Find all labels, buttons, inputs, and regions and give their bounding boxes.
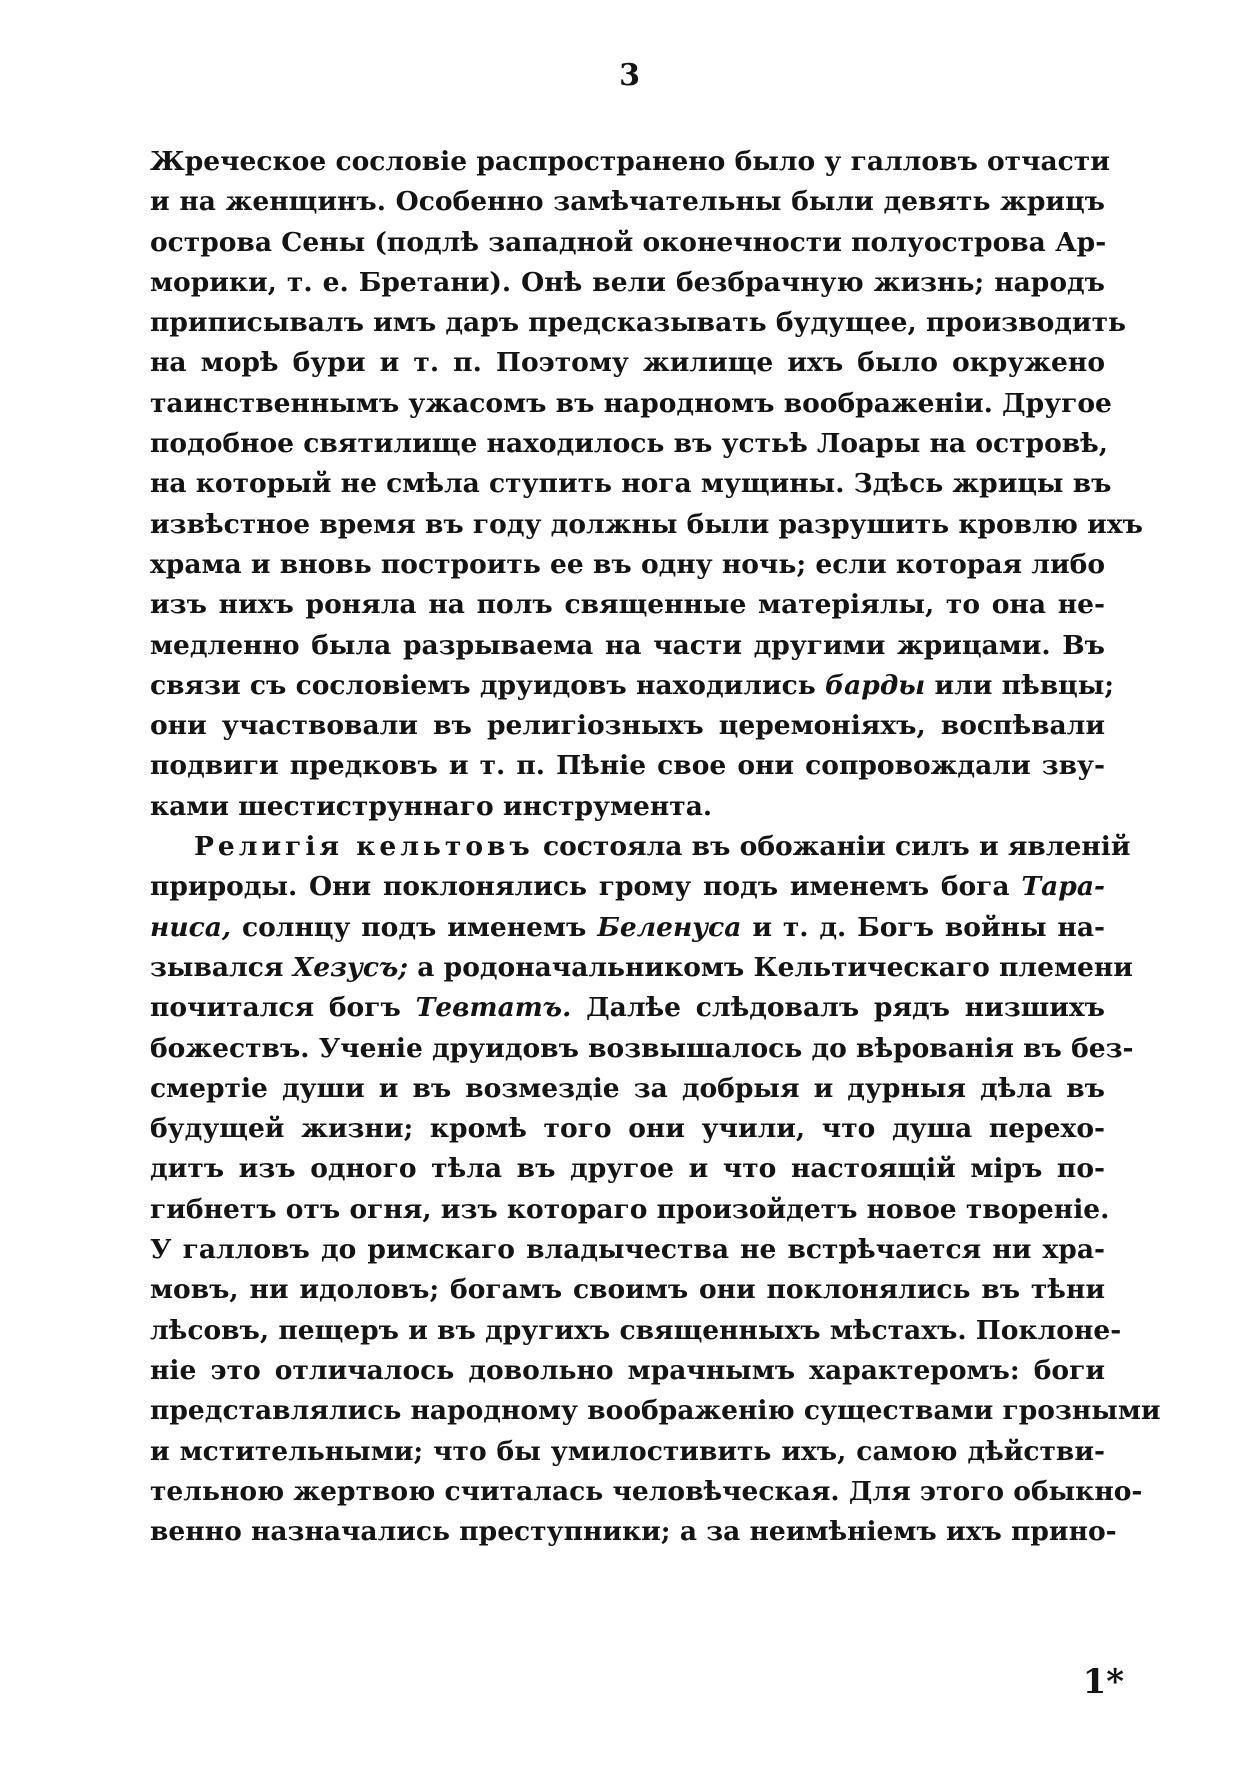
text-line bbox=[150, 585, 1105, 625]
text-segment: на морѣ бури и т. п. Поэтому жилище ихъ было окружено bbox=[150, 347, 1105, 379]
text-line bbox=[150, 223, 1105, 263]
text-segment: представлялись народному воображенію существами грозными bbox=[150, 1395, 1161, 1427]
text-segment: связи съ сословіемъ друидовъ находились bbox=[150, 669, 825, 701]
text-line bbox=[150, 1351, 1105, 1391]
text-line bbox=[150, 827, 1131, 867]
text-line bbox=[150, 1230, 1105, 1270]
text-line bbox=[150, 626, 1105, 666]
text-segment: на который не смѣла ступить нога мущины. Здѣсь жрицы въ bbox=[150, 468, 1112, 500]
text-segment: почитался богъ bbox=[150, 992, 416, 1024]
text-segment: и т. д. Богъ войны на- bbox=[741, 911, 1105, 943]
text-segment: подобное святилище находилось въ устьѣ Лоары на островѣ, bbox=[150, 428, 1109, 460]
text-segment: божествъ. Ученіе друидовъ возвышалось до вѣрованія въ без- bbox=[150, 1032, 1134, 1064]
text-line bbox=[150, 263, 1105, 303]
text-segment: У галловъ до римскаго владычества не встрѣчается ни хра- bbox=[150, 1234, 1105, 1266]
text-line bbox=[150, 142, 1110, 182]
italic-term: Тевтатъ. bbox=[415, 992, 572, 1024]
text-line bbox=[150, 464, 1112, 504]
text-segment: и мстительными; что бы умилостивить ихъ, самою дѣйстви- bbox=[150, 1435, 1105, 1467]
text-segment: венно назначались преступники; а за неимѣніемъ ихъ прино- bbox=[150, 1516, 1117, 1548]
text-line bbox=[150, 1472, 1143, 1512]
signature-mark: 1* bbox=[1082, 1662, 1124, 1702]
text-segment: они участвовали въ религіозныхъ церемоніяхъ, воспѣвали bbox=[150, 710, 1105, 742]
text-line bbox=[150, 1149, 1105, 1189]
text-line bbox=[150, 787, 1105, 827]
text-segment: изъ нихъ роняла на полъ священные матеріялы, то она не- bbox=[150, 589, 1105, 621]
text-line bbox=[150, 666, 1115, 706]
text-segment: солнцу подъ именемъ bbox=[231, 911, 598, 943]
text-segment: приписывалъ имъ даръ предсказывать будущее, производить bbox=[150, 307, 1126, 339]
text-segment: тельною жертвою считалась человѣческая. Для этого обыкно- bbox=[150, 1475, 1143, 1507]
text-line bbox=[150, 1270, 1105, 1310]
text-line bbox=[150, 948, 1133, 988]
text-segment: природы. Они поклонялись грому подъ именемъ бога bbox=[150, 871, 1022, 903]
text-line bbox=[150, 384, 1112, 424]
text-segment: морики, т. е. Бретани). Онѣ вели безбрачную жизнь; народъ bbox=[150, 266, 1105, 298]
text-line bbox=[150, 1311, 1122, 1351]
text-segment: ніе это отличалось довольно мрачнымъ характеромъ: боги bbox=[150, 1354, 1105, 1386]
text-line bbox=[150, 182, 1105, 222]
text-segment: состояла въ обожаніи силъ и явленій bbox=[533, 831, 1131, 863]
italic-term: Тара- bbox=[1021, 871, 1105, 903]
text-line bbox=[150, 908, 1105, 948]
text-line bbox=[150, 1190, 1110, 1230]
text-segment: лѣсовъ, пещеръ и въ другихъ священныхъ мѣстахъ. Поклоне- bbox=[150, 1314, 1122, 1346]
text-segment: Жреческое сословіе распространено было у галловъ отчасти bbox=[150, 146, 1110, 177]
italic-term: ниса, bbox=[150, 911, 232, 943]
text-segment: острова Сены (подлѣ западной оконечности полуострова Ар- bbox=[150, 226, 1107, 258]
text-line bbox=[150, 1512, 1117, 1552]
text-line bbox=[150, 746, 1105, 786]
text-segment: будущей жизни; кромѣ того они учили, что душа перехо- bbox=[150, 1113, 1105, 1145]
text-line bbox=[150, 1069, 1105, 1109]
text-line bbox=[150, 1109, 1105, 1149]
text-segment: смертіе души и въ возмездіе за добрыя и дурныя дѣла въ bbox=[150, 1072, 1105, 1104]
text-segment: подвиги предковъ и т. п. Пѣніе свое они сопровождали зву- bbox=[150, 750, 1105, 782]
text-line bbox=[150, 867, 1105, 907]
text-segment: гибнетъ отъ огня, изъ котораго произойдетъ новое твореніе. bbox=[150, 1193, 1110, 1225]
spaced-heading: Религія кельтовъ bbox=[194, 831, 534, 863]
text-line bbox=[150, 1029, 1134, 1069]
text-line bbox=[150, 1432, 1105, 1472]
text-line bbox=[150, 545, 1105, 585]
text-line bbox=[150, 1391, 1161, 1431]
text-line bbox=[150, 343, 1105, 383]
italic-term: Беленуса bbox=[597, 911, 742, 943]
text-segment: Далѣе слѣдовалъ рядъ низшихъ bbox=[571, 992, 1106, 1024]
text-segment: храма и вновь построить ее въ одну ночь; если которая либо bbox=[150, 548, 1105, 580]
body-text bbox=[150, 142, 1161, 1552]
text-segment: зывался bbox=[150, 951, 293, 983]
text-line bbox=[150, 505, 1143, 545]
text-segment: и на женщинъ. Особенно замѣчательны были девять жрицъ bbox=[150, 186, 1105, 218]
text-line bbox=[150, 706, 1105, 746]
page-number: 3 bbox=[619, 58, 640, 93]
text-segment: или пѣвцы; bbox=[925, 669, 1115, 701]
text-line bbox=[150, 303, 1126, 343]
text-segment: таинственнымъ ужасомъ въ народномъ воображеніи. Другое bbox=[150, 387, 1112, 419]
text-line bbox=[150, 424, 1109, 464]
text-segment: ками шестиструннаго инструмента. bbox=[150, 790, 713, 822]
text-segment: дитъ изъ одного тѣла въ другое и что настоящій міръ по- bbox=[150, 1153, 1105, 1185]
text-line bbox=[150, 988, 1105, 1028]
text-segment: извѣстное время въ году должны были разрушить кровлю ихъ bbox=[150, 508, 1143, 540]
italic-term: Хезусъ; bbox=[292, 951, 409, 983]
text-segment: мовъ, ни идоловъ; богамъ своимъ они поклонялись въ тѣни bbox=[150, 1274, 1105, 1306]
text-segment: а родоначальникомъ Кельтическаго племени bbox=[408, 951, 1133, 983]
text-segment: медленно была разрываема на части другими жрицами. Въ bbox=[150, 629, 1105, 661]
italic-term: барды bbox=[825, 669, 926, 701]
